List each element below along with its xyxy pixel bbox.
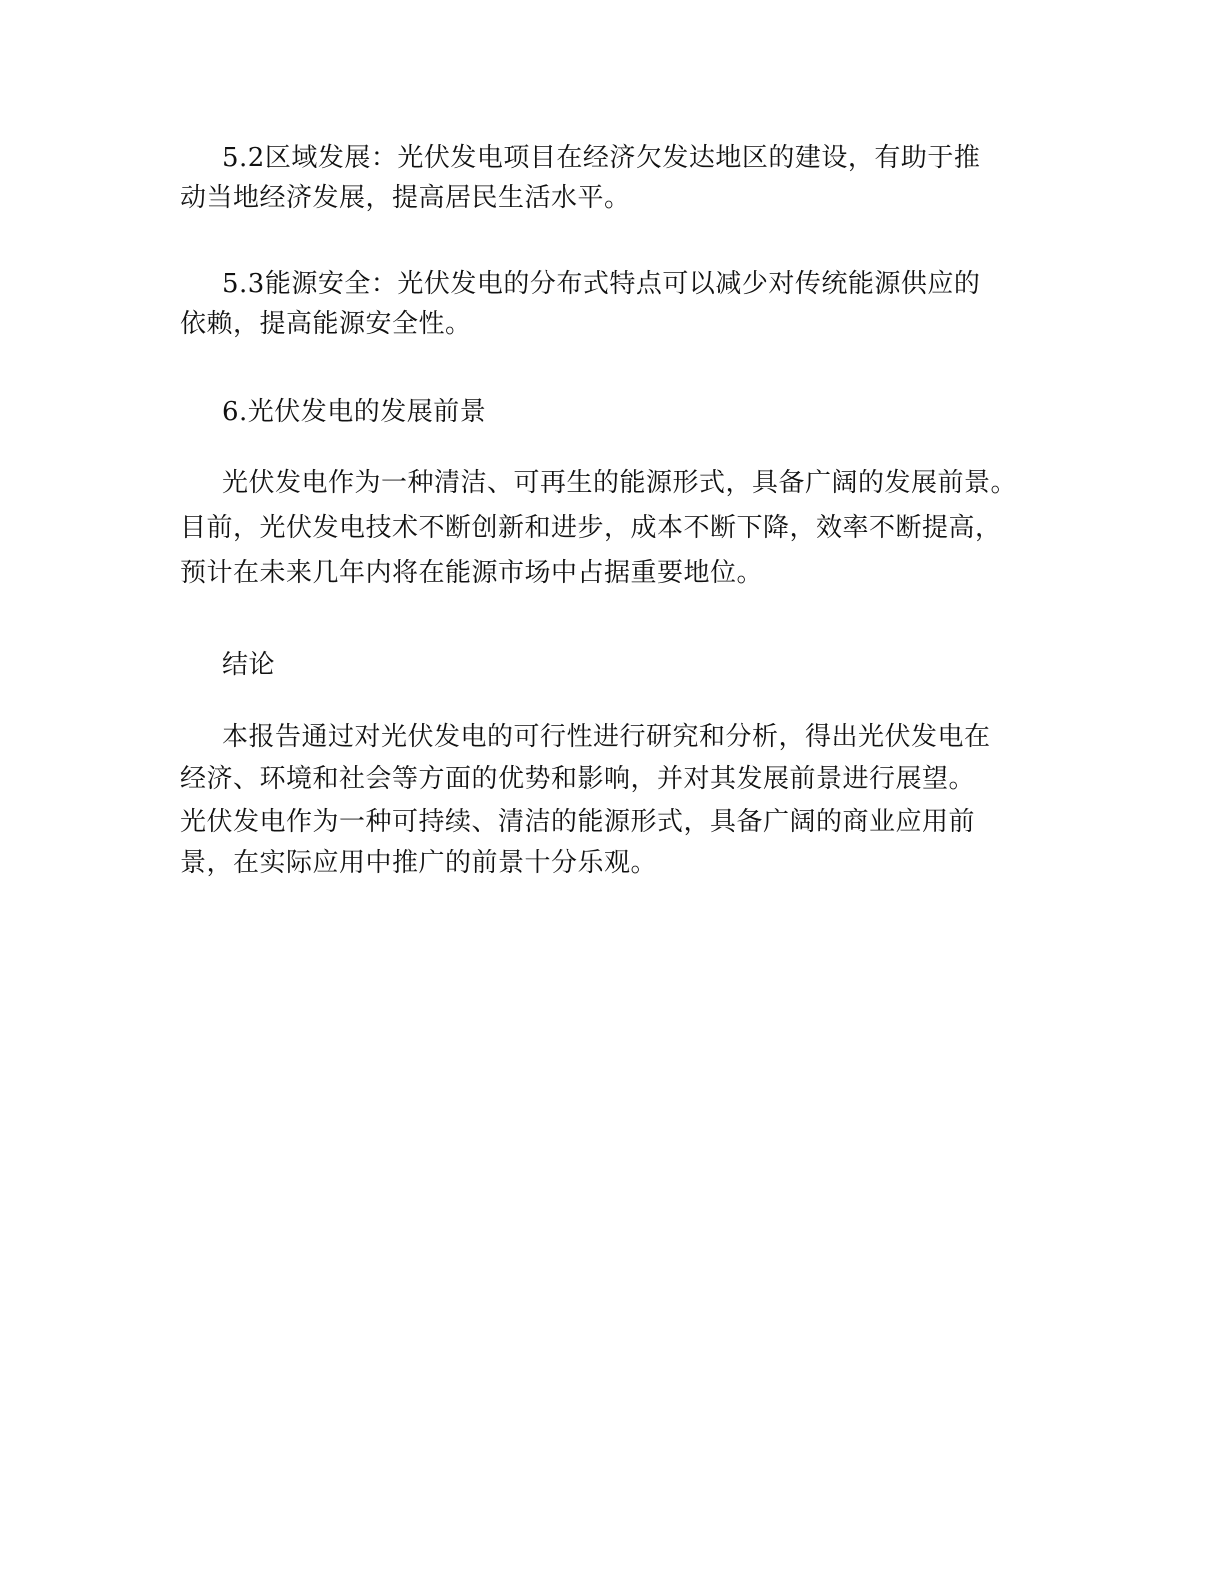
heading-text: 结论 [222,650,276,680]
text-line: 5.3能源安全：光伏发电的分布式特点可以减少对传统能源供应的 [222,269,981,299]
section-heading-conclusion [180,645,1070,685]
text-line: 光伏发电作为一种清洁、可再生的能源形式，具备广阔的发展前景。 [222,468,1018,498]
paragraph-5-2-regional-development [180,138,1070,218]
text-line: 经济、环境和社会等方面的优势和影响，并对其发展前景进行展望。 [180,764,976,794]
paragraph-5-3-energy-security [180,264,1070,344]
heading-text: 6.光伏发电的发展前景 [222,397,487,427]
section-heading-6 [180,392,1070,432]
paragraph-development-prospects [180,461,1070,596]
text-line: 依赖，提高能源安全性。 [180,309,472,339]
text-line: 目前，光伏发电技术不断创新和进步，成本不断下降，效率不断提高， [180,513,1002,543]
text-line: 预计在未来几年内将在能源市场中占据重要地位。 [180,558,764,588]
paragraph-conclusion [180,718,1070,883]
text-line: 本报告通过对光伏发电的可行性进行研究和分析，得出光伏发电在 [222,722,991,752]
text-line: 光伏发电作为一种可持续、清洁的能源形式，具备广阔的商业应用前 [180,807,976,837]
text-line: 景，在实际应用中推广的前景十分乐观。 [180,848,658,878]
text-line: 动当地经济发展，提高居民生活水平。 [180,183,631,213]
text-line: 5.2区域发展：光伏发电项目在经济欠发达地区的建设，有助于推 [222,143,981,173]
